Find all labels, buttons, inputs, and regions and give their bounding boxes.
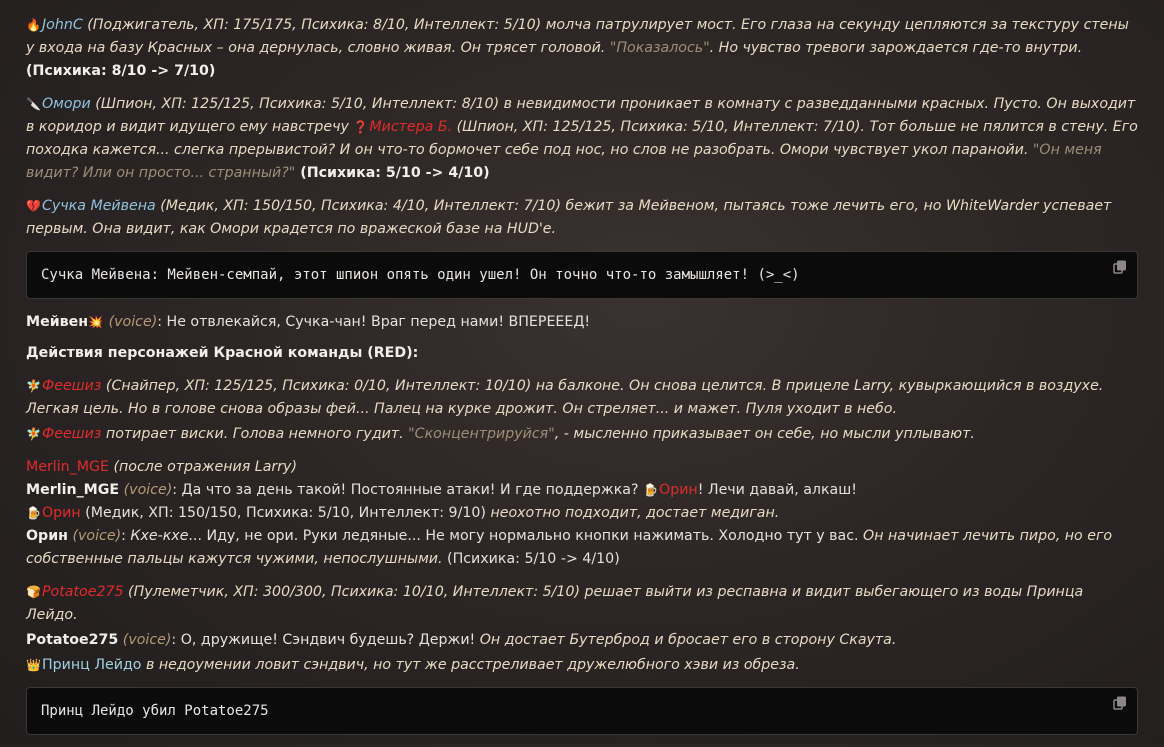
thought-quote: "Показалось" [609,40,710,56]
dialogue: : Не отвлекайся, Сучка-чан! Враг перед нами! ВПЕРЕЕЕД! [157,314,591,330]
character-name: Орин [659,482,698,498]
narration: Он начинает лечить пиро, но его собственные пальцы кажутся чужими, непослушными. [26,528,1113,567]
character-name: Potatoe275 [26,632,119,648]
narration: (Медик, ХП: 150/150, Психика: 4/10, Интеллект: 7/10) бежит за Мейвеном, пытаясь тоже лечить его, но WhiteWarder успевает первым. Она видит, как Омори крадется по вражеской базе на HUD'е. [26,198,1112,237]
code-block [26,687,1138,735]
fire-icon: 🔥 [26,18,41,32]
character-name: Феешиз [42,426,102,442]
narration: , - мысленно приказывает он себе, но мысли уплывают. [554,426,975,442]
copy-icon[interactable] [1113,696,1127,710]
chat-log [26,14,1138,747]
sanity-change: (Психика: 8/10 -> 7/10) [26,63,216,79]
beer-icon: 🍺 [26,506,41,520]
narration: Он достает Бутерброд и бросает его в сторону Скаута. [479,632,897,648]
narration: (Шпион, ХП: 125/125, Психика: 5/10, Интеллект: 8/10) в невидимости проникает в комнату с разведданными красных. Пусто. Он выходит в коридор и видит идущего ему навстречу [26,96,1136,135]
narration: (Поджигатель, ХП: 175/175, Психика: 8/10, Интеллект: 5/10) молча патрулирует мост. Его глаза на секунду цепляются за текстуру стены у входа на базу Красных – она дернулась, словно живая. Он трясет головой. [26,17,1129,56]
message-feeshiz [26,375,1138,446]
character-name: Орин [42,505,81,521]
sanity-change: (Психика: 5/10 -> 4/10) [442,551,620,567]
beer-icon: 🍺 [643,483,658,497]
message-omori [26,93,1138,185]
character-name: Potatoe275 [42,584,124,600]
message-merlin-orin: Merlin_MGE (после отражения Larry) Merlin_MGE (voice): Да что за день такой! Постоянные атаки! И где поддержка? 🍺Орин! Лечи давай, алкаш! 🍺Орин (Медик, ХП: 150/150, Психика: 5/10, Интеллект: 9/10) неохотно подходит, достает медиган. Орин (voice): Кхе-кхе... Иду, не ори. Руки ледяные... Не могу нормально кнопки нажимать. Холодно тут у вас. Он начинает лечить пиро, но его собственные пальцы кажутся чужими, непослушными. (Психика: 5/10 -> 4/10) [26,459,1113,567]
knife-icon: 🔪 [26,97,41,111]
fairy-icon: 🧚 [26,379,41,393]
character-name: Феешиз [42,378,102,394]
message-johnc [26,14,1138,83]
cough: Кхе-кхе [130,528,189,544]
dialogue: ! Лечи давай, алкаш! [697,482,857,498]
character-name: Merlin_MGE [26,482,120,498]
narration: (Пулеметчик, ХП: 300/300, Психика: 10/10, Интеллект: 5/10) решает выйти из респавна и видит выбегающего из воды Принца Лейдо. [26,584,1084,623]
bread-icon: 🍞 [26,585,41,599]
character-name: Мейвен [26,314,89,330]
narration: . Но чувство тревоги зарождается где-то внутри. [709,40,1083,56]
voice-tag: (voice) [123,482,173,498]
thought-quote: "Он меня видит? Или он просто... странный?" [26,142,1102,181]
message-meiven [26,311,1138,334]
sanity-change: (Психика: 5/10 -> 4/10) [295,165,490,181]
heading-text: Действия персонажей Красной команды (RED): [26,345,419,361]
character-name: Омори [42,96,91,112]
question-icon: ❓ [353,120,369,134]
voice-tag: (voice) [72,528,122,544]
code-text: Сучка Мейвена: Мейвен-семпай, этот шпион опять один ушел! Он точно что-то замышляет! (>_<) [41,267,800,283]
narration: (Шпион, ХП: 125/125, Психика: 5/10, Интеллект: 7/10). Тот больше не пялится в стену. Его походка кажется... слегка прерывистой? И он что-то бормочет себе под нос, но слов не разобрать. Омори чувствует укол паранойи. [26,119,1138,158]
character-name: Принц Лейдо [42,657,142,673]
character-name: Мистера Б. [369,119,453,135]
character-name: Merlin_MGE [26,459,109,475]
character-name: Орин [26,528,68,544]
collision-icon: 💥 [88,315,104,329]
code-block [26,251,1138,299]
dialogue: ... Иду, не ори. Руки ледяные... Не могу нормально кнопки нажимать. Холодно тут у вас. [188,528,864,544]
stats: (Медик, ХП: 150/150, Психика: 5/10, Интеллект: 9/10) [80,505,491,521]
broken-heart-icon: 💔 [26,199,41,213]
narration: неохотно подходит, достает медиган. [490,505,780,521]
dialogue: : О, дружище! Сэндвич будешь? Держи! [171,632,480,648]
narration: потирает виски. Голова немного гудит. [101,426,409,442]
voice-tag: (voice) [108,314,158,330]
fairy-icon: 🧚 [26,427,41,441]
crown-icon: 👑 [26,658,41,672]
copy-icon[interactable] [1113,260,1127,274]
narration: в недоумении ловит сэндвич, но тут же расстреливает дружелюбного хэви из обреза. [141,657,800,673]
narration: (после отражения Larry) [108,459,297,475]
message-suchka [26,195,1138,241]
code-text: Принц Лейдо убил Potatoe275 [41,703,269,719]
dialogue: : Да что за день такой! Постоянные атаки! И где поддержка? [172,482,644,498]
character-name: Сучка Мейвена [42,198,156,214]
message-potatoe [26,581,1138,677]
thought-quote: "Сконцентрируйся" [408,426,555,442]
voice-tag: (voice) [122,632,172,648]
character-name: JohnC [42,17,83,33]
narration: (Снайпер, ХП: 125/125, Психика: 0/10, Интеллект: 10/10) на балконе. Он снова целится. В прицеле Larry, кувыркающийся в воздухе. Легкая цель. Но в голове снова образы фей... Палец на курке дрожит. Он стреляет... и мажет. Пуля уходит в небо. [26,378,1104,417]
section-heading [26,342,1138,365]
